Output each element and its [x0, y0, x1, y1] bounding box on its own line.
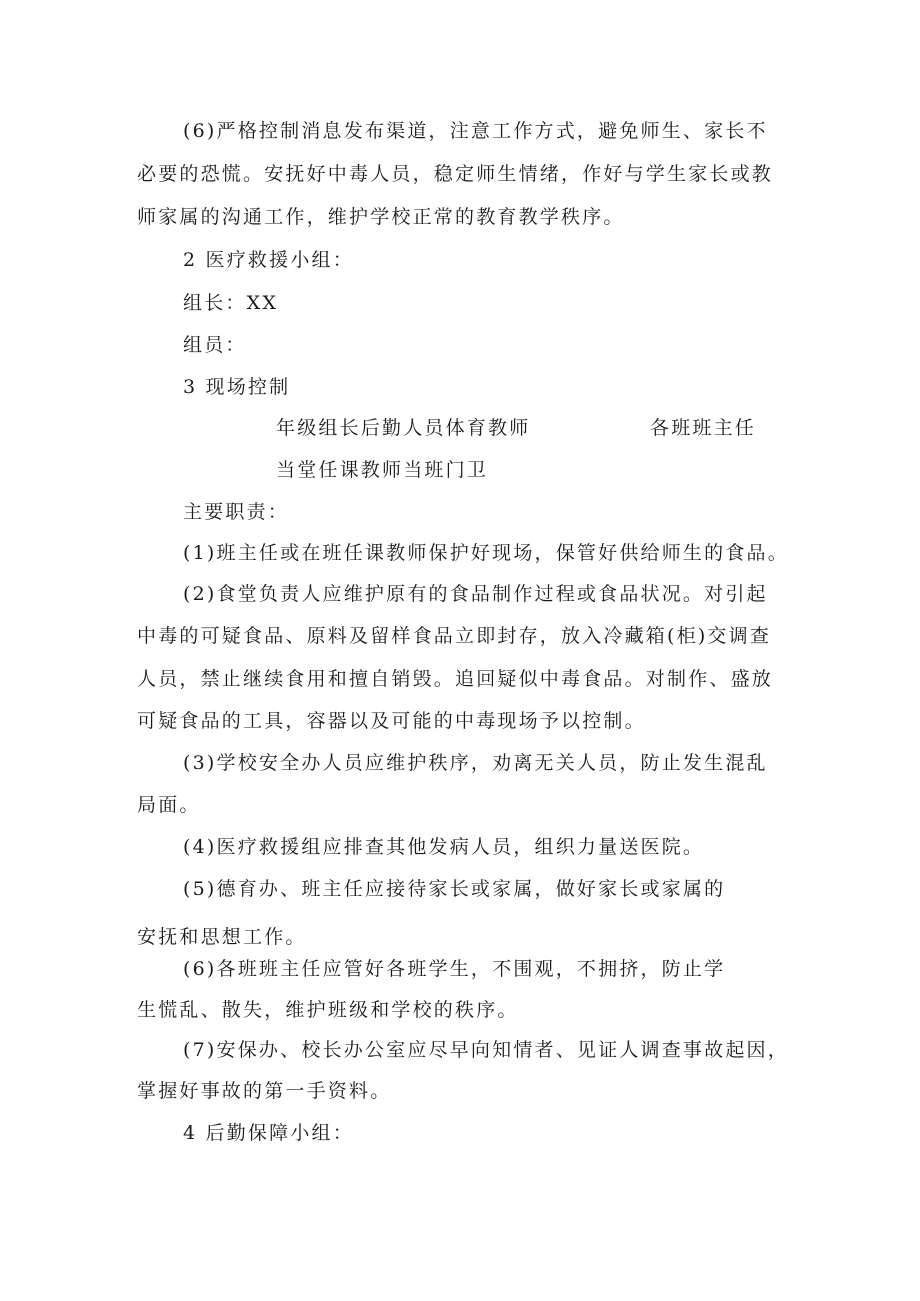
site-control-row2: 当堂任课教师当班门卫 — [276, 459, 489, 481]
duty-6-line-1: (6)各班班主任应管好各班学生，不围观，不拥挤，防止学 — [183, 958, 726, 980]
site-control-row1-left: 年级组长后勤人员体育教师 — [276, 417, 531, 439]
duty-2-line-1: (2)食堂负责人应维护原有的食品制作过程或食品状况。对引起 — [183, 583, 768, 605]
duty-7-line-1: (7)安保办、校长办公室应尽早向知情者、见证人调查事故起因， — [183, 1039, 789, 1061]
p6-line-1: (6)严格控制消息发布渠道，注意工作方式，避免师生、家长不 — [183, 120, 768, 142]
p6-line-3: 师家属的沟通工作，维护学校正常的教育教学秩序。 — [137, 206, 625, 228]
duty-3-line-1: (3)学校安全办人员应维护秩序，劝离无关人员，防止发生混乱 — [183, 752, 768, 774]
duty-2-line-2: 中毒的可疑食品、原料及留样食品立即封存，放入冷藏箱(柜)交调查 — [137, 625, 772, 647]
duty-2-line-3: 人员，禁止继续食用和擅自销毁。追回疑似中毒食品。对制作、盛放 — [137, 668, 774, 690]
p6-line-2: 必要的恐慌。安抚好中毒人员，稳定师生情绪，作好与学生家长或教 — [137, 163, 774, 185]
site-control-heading: 3 现场控制 — [183, 376, 291, 398]
duty-7-line-2: 掌握好事故的第一手资料。 — [137, 1080, 392, 1102]
logistics-group-heading: 4 后勤保障小组： — [183, 1122, 354, 1144]
duty-6-line-2: 生慌乱、散失，维护班级和学校的秩序。 — [137, 999, 519, 1021]
medical-group-heading: 2 医疗救援小组： — [183, 249, 354, 271]
medical-group-members: 组员： — [183, 334, 247, 356]
site-control-row1-right: 各班班主任 — [650, 417, 757, 439]
medical-group-leader: 组长：XX — [183, 292, 279, 314]
duty-2-line-4: 可疑食品的工具，容器以及可能的中毒现场予以控制。 — [137, 710, 646, 732]
duties-heading: 主要职责： — [183, 501, 290, 523]
duty-1: (1)班主任或在班任课教师保护好现场，保管好供给师生的食品。 — [183, 542, 789, 564]
duty-3-line-2: 局面。 — [137, 794, 201, 816]
duty-4: (4)医疗救援组应排查其他发病人员，组织力量送医院。 — [183, 836, 705, 858]
duty-5-line-2: 安抚和思想工作。 — [137, 926, 307, 948]
duty-5-line-1: (5)德育办、班主任应接待家长或家属，做好家长或家属的 — [183, 878, 726, 900]
